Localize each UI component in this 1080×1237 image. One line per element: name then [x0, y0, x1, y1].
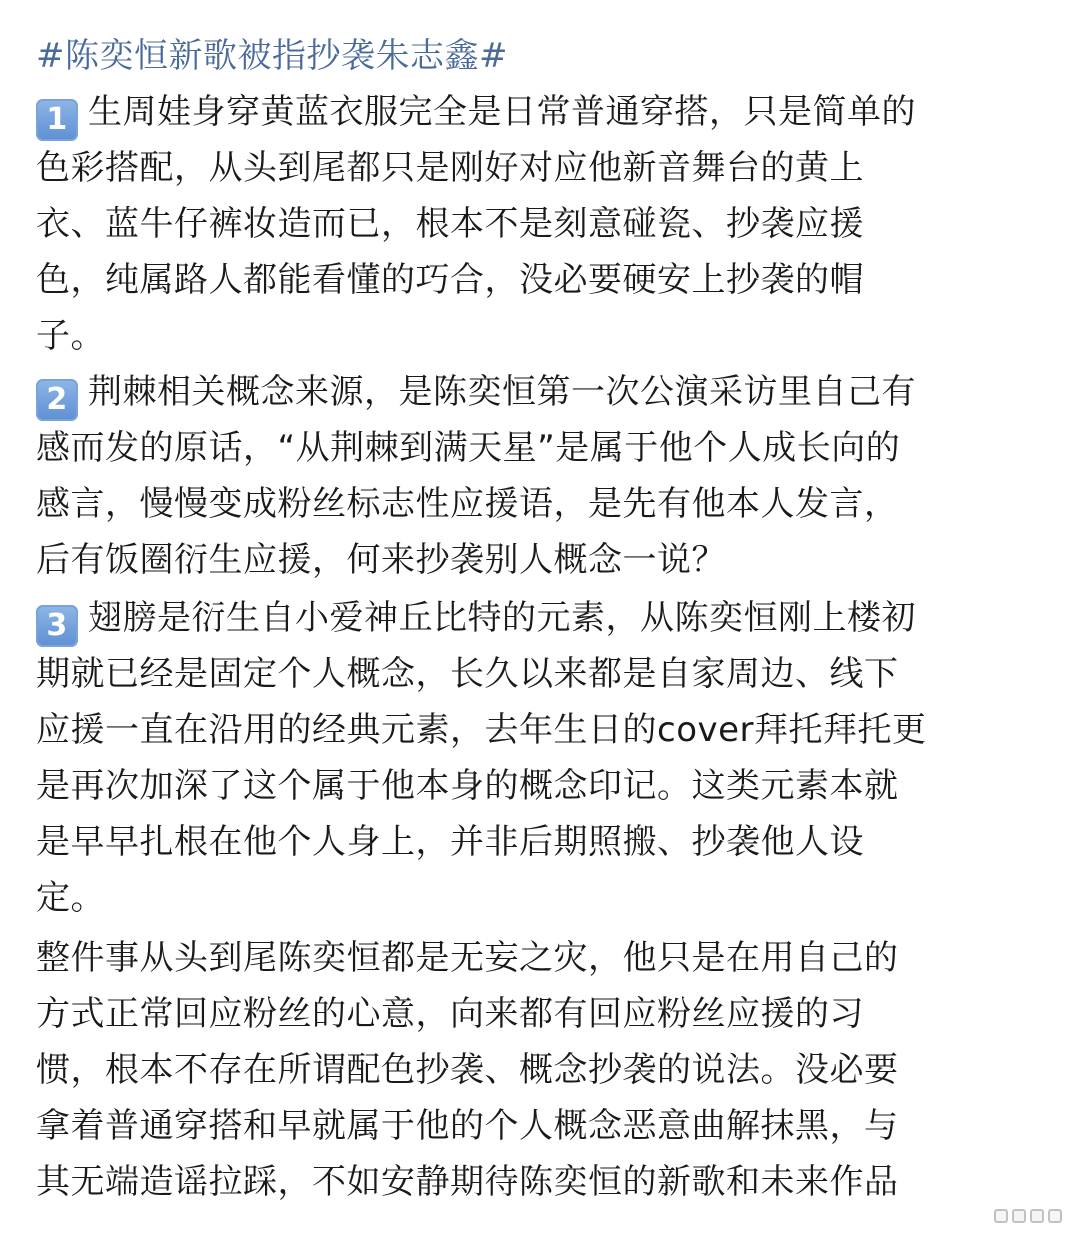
dot: [1048, 1209, 1062, 1223]
paragraph-4-line: 其无端造谣拉踩，不如安静期待陈奕恒的新歌和未来作品: [36, 1162, 899, 1202]
paragraph-1-line: [36, 84, 916, 140]
paragraph-2-line: 感而发的原话，“从荆棘到满天星”是属于他个人成长向的: [36, 428, 901, 468]
paragraph-1-line: 色，纯属路人都能看懂的巧合，没必要硬安上抄袭的帽: [36, 260, 864, 300]
more-dots-icon: [990, 1209, 1062, 1223]
paragraph-4-line: 拿着普通穿搭和早就属于他的个人概念恶意曲解抹黑，与: [36, 1106, 899, 1146]
paragraph-1-line: 子。: [36, 316, 105, 356]
hashtag-link[interactable]: #陈奕恒新歌被指抄袭朱志鑫#: [36, 36, 508, 76]
paragraph-1-line: 色彩搭配，从头到尾都只是刚好对应他新音舞台的黄上: [36, 148, 864, 188]
paragraph-3-line: 定。: [36, 878, 105, 918]
dot: [994, 1209, 1008, 1223]
dot: [1012, 1209, 1026, 1223]
paragraph-3-line: 期就已经是固定个人概念，长久以来都是自家周边、线下: [36, 654, 899, 694]
paragraph-4-line: 方式正常回应粉丝的心意，向来都有回应粉丝应援的习: [36, 994, 864, 1034]
text: 荆棘相关概念来源，是陈奕恒第一次公演采访里自己有: [88, 372, 916, 412]
paragraph-3-line: 是再次加深了这个属于他本身的概念印记。这类元素本就: [36, 766, 899, 806]
text: 生周娃身穿黄蓝衣服完全是日常普通穿搭，只是简单的: [88, 92, 916, 132]
paragraph-3-line: [36, 590, 916, 646]
text: 翅膀是衍生自小爱神丘比特的元素，从陈奕恒刚上楼初: [88, 598, 916, 638]
paragraph-2-line: [36, 364, 916, 420]
paragraph-4-line: 整件事从头到尾陈奕恒都是无妄之灾，他只是在用自己的: [36, 938, 899, 978]
dot: [1030, 1209, 1044, 1223]
paragraph-2-line: 感言，慢慢变成粉丝标志性应援语，是先有他本人发言，: [36, 484, 899, 524]
keycap-2-icon: 2: [36, 379, 78, 421]
keycap-3-icon: 3: [36, 605, 78, 647]
paragraph-2-line: 后有饭圈衍生应援，何来抄袭别人概念一说？: [36, 540, 726, 580]
paragraph-3-line: 应援一直在沿用的经典元素，去年生日的cover拜托拜托更: [36, 710, 927, 750]
keycap-1-icon: 1: [36, 99, 78, 141]
paragraph-4-line: 惯，根本不存在所谓配色抄袭、概念抄袭的说法。没必要: [36, 1050, 899, 1090]
paragraph-3-line: 是早早扎根在他个人身上，并非后期照搬、抄袭他人设: [36, 822, 864, 862]
paragraph-1-line: 衣、蓝牛仔裤妆造而已，根本不是刻意碰瓷、抄袭应援: [36, 204, 864, 244]
dots-group: [990, 1209, 1062, 1223]
